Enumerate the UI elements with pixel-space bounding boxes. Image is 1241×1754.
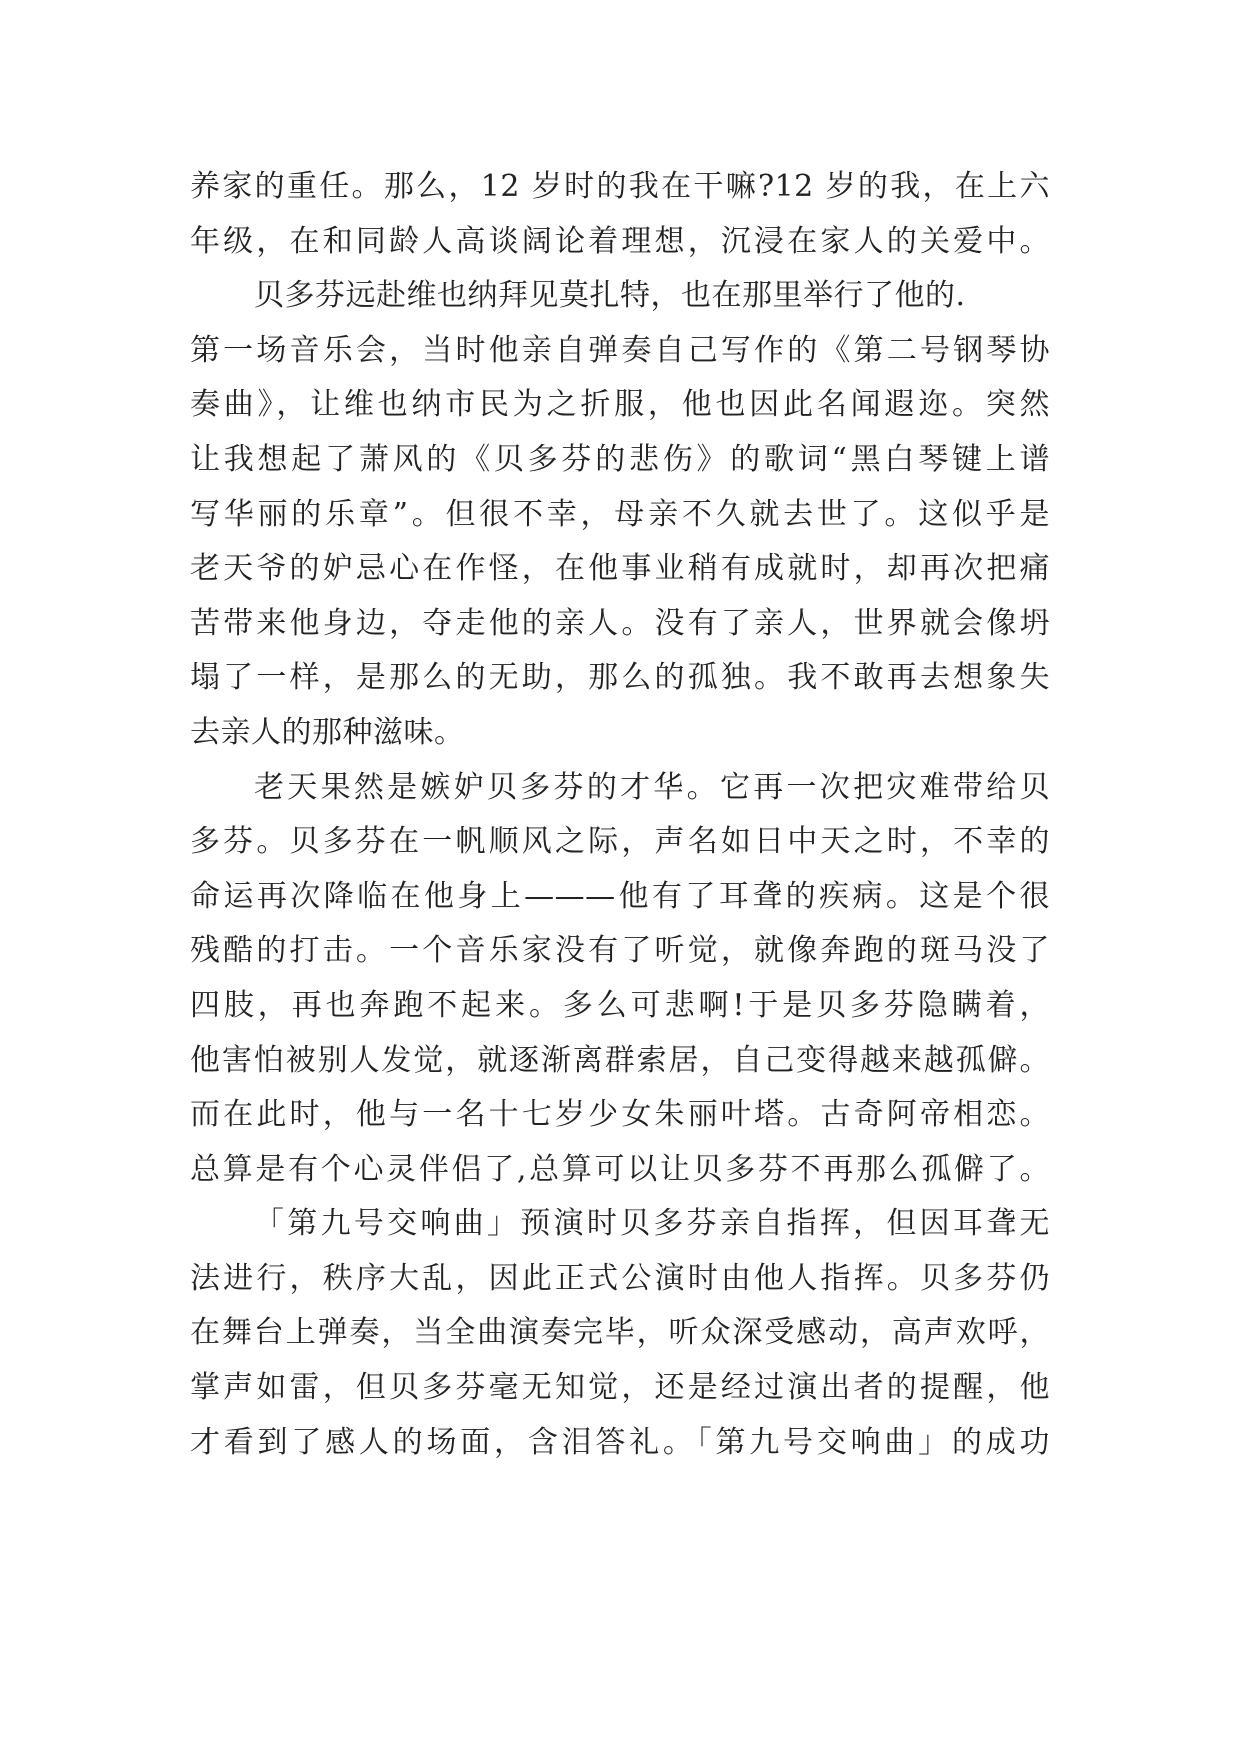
text-line: 残酷的打击。一个音乐家没有了听觉，就像奔跑的斑马没了 — [190, 933, 1050, 969]
text-line: 而在此时，他与一名十七岁少女朱丽叶塔。古奇阿帝相恋。 — [190, 1097, 1050, 1133]
paragraph-start-line: 老天果然是嫉妒贝多芬的才华。它再一次把灾难带给贝 — [254, 769, 1050, 805]
text-line: 掌声如雷，但贝多芬毫无知觉，还是经过演出者的提醒，他 — [190, 1370, 1050, 1406]
paragraph-end-line: 总算是有个心灵伴侣了,总算可以让贝多芬不再那么孤僻了。 — [190, 1151, 1050, 1187]
text-line: 塌了一样，是那么的无助，那么的孤独。我不敢再去想象失 — [190, 660, 1050, 696]
body-text — [190, 160, 1050, 1470]
text-line: 苦带来他身边，夺走他的亲人。没有了亲人，世界就会像坍 — [190, 605, 1050, 641]
text-line: 他害怕被别人发觉，就逐渐离群索居，自己变得越来越孤僻。 — [190, 1042, 1050, 1078]
text-line: 在舞台上弹奏，当全曲演奏完毕，听众深受感动，高声欢呼， — [190, 1315, 1050, 1351]
text-line: 让我想起了萧风的《贝多芬的悲伤》的歌词“黑白琴键上谱 — [190, 441, 1050, 477]
text-line: 法进行，秩序大乱，因此正式公演时由他人指挥。贝多芬仍 — [190, 1260, 1050, 1296]
text-line: 才看到了感人的场面，含泪答礼。「第九号交响曲」的成功 — [190, 1424, 1050, 1460]
paragraph-start-line: 「第九号交响曲」预演时贝多芬亲自指挥，但因耳聋无 — [254, 1206, 1050, 1242]
text-line: 多芬。贝多芬在一帆顺风之际，声名如日中天之时，不幸的 — [190, 824, 1050, 860]
text-line: 奏曲》，让维也纳市民为之折服，他也因此名闻遐迩。突然 — [190, 387, 1050, 423]
text-line: 老天爷的妒忌心在作怪，在他事业稍有成就时，却再次把痛 — [190, 551, 1050, 587]
text-line: 命运再次降临在他身上———他有了耳聋的疾病。这是个很 — [190, 878, 1050, 914]
text-line: 写华丽的乐章”。但很不幸，母亲不久就去世了。这似乎是 — [190, 496, 1050, 532]
text-line: 养家的重任。那么，12 岁时的我在干嘛?12 岁的我，在上六 — [190, 169, 1050, 204]
paragraph-end-line: 去亲人的那种滋味。 — [190, 714, 465, 750]
text-line: 第一场音乐会，当时他亲自弹奏自己写作的《第二号钢琴协 — [190, 332, 1050, 368]
text-line: 四肢，再也奔跑不起来。多么可悲啊!于是贝多芬隐瞒着， — [190, 987, 1050, 1023]
paragraph-start-line: 贝多芬远赴维也纳拜见莫扎特，也在那里举行了他的. — [254, 278, 966, 314]
text-line: 年级，在和同龄人高谈阔论着理想，沉浸在家人的关爱中。 — [190, 223, 1050, 259]
